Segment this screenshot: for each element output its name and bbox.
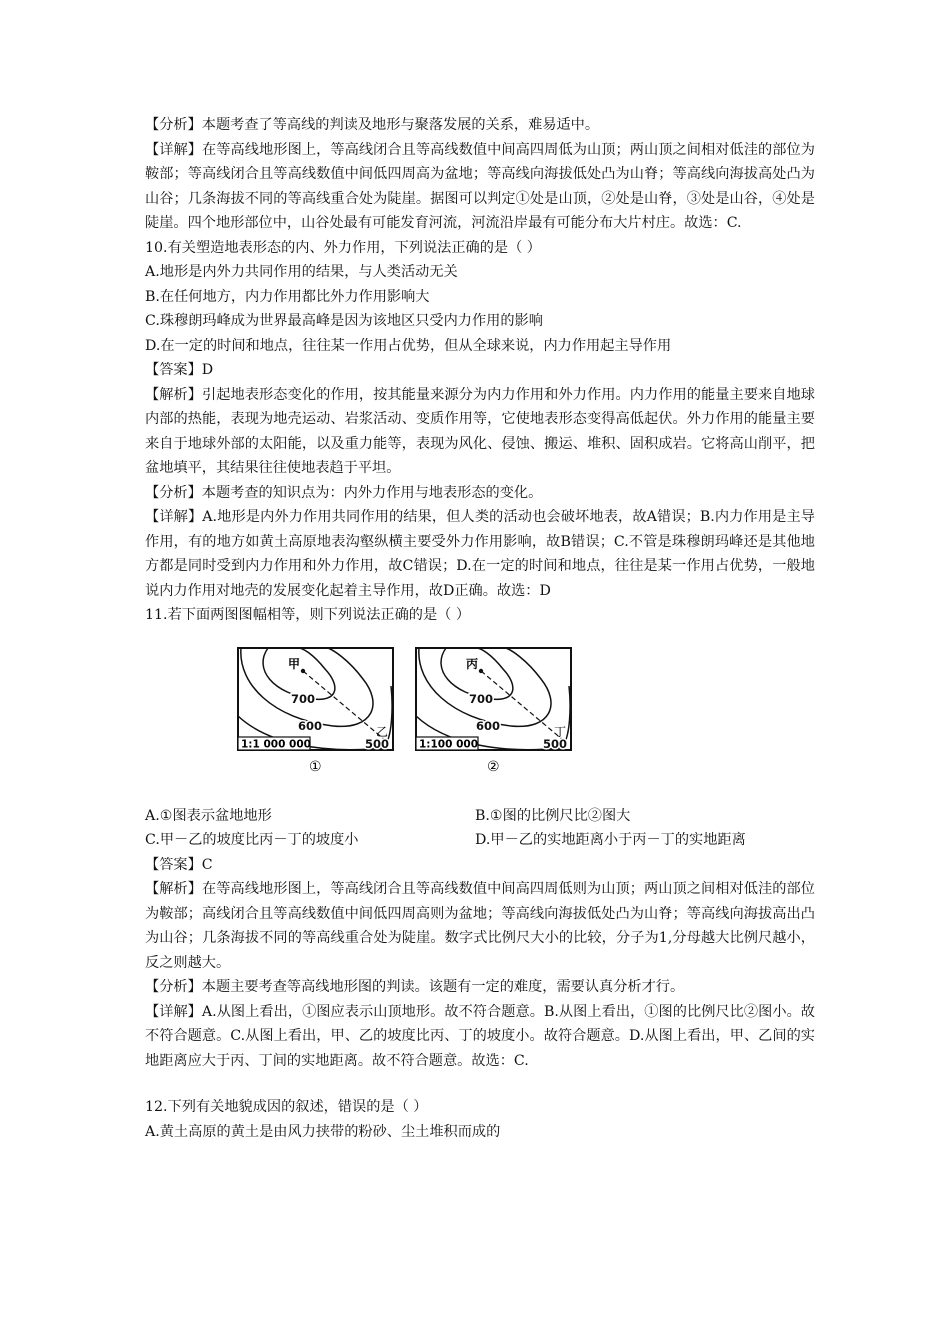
spacer bbox=[145, 1073, 815, 1095]
q11-option-c: C.甲－乙的坡度比丙－丁的坡度小 bbox=[145, 832, 359, 848]
contour-maps-svg bbox=[233, 644, 593, 794]
q10-stem: 10.有关塑造地表形态的内、外力作用，下列说法正确的是（ ） bbox=[145, 239, 541, 256]
map2-contour-600: 600 bbox=[476, 718, 501, 733]
contour-figure bbox=[145, 638, 815, 798]
q10-analysis: 【分析】本题考查的知识点为：内外力作用与地表形态的变化。 bbox=[145, 484, 543, 501]
map2-contour-500: 500 bbox=[543, 736, 568, 751]
q10-detail: 【详解】A.地形是内外力作用共同作用的结果，但人类的活动也会破坏地表，故A错误；B.内力作用是主导作用，有的地方如黄土高原地表沟壑纵横主要受外力作用影响，故B错误；C.不管是珠穆朗玛峰还是其他地方都是同时受到内力作用和外力作用，故C错误；D.在一定的时间和地点，往往是某一作用占优势，一般地说内力作用对地壳的发展变化起着主导作用，故D正确。故选：D bbox=[145, 509, 815, 599]
q9-detail: 【详解】在等高线地形图上，等高线闭合且等高线数值中间高四周低为山顶；两山顶之间相对低洼的部位为鞍部；等高线闭合且等高线数值中间低四周高为盆地；等高线向海拔低处凸为山脊；等高线向海拔高处凸为山谷；几条海拔不同的等高线重合处为陡崖。据图可以判定①处是山顶，②处是山脊，③处是山谷，④处是陡崖。四个地形部位中，山谷处最有可能发育河流，河流沿岸最有可能分布大片村庄。故选：C. bbox=[145, 141, 815, 231]
map1-scale: 1:1 000 000 bbox=[241, 738, 311, 750]
q11-analysis: 【分析】本题主要考查等高线地形图的判读。该题有一定的难度，需要认真分析才行。 bbox=[145, 979, 685, 995]
q10-option-d: D.在一定的时间和地点，往往某一作用占优势，但从全球来说，内力作用起主导作用 bbox=[145, 337, 672, 354]
map2-end-label: 丁 bbox=[554, 724, 567, 739]
map1-contour-500: 500 bbox=[365, 736, 390, 751]
q9-analysis: 【分析】本题考查了等高线的判读及地形与聚落发展的关系，难易适中。 bbox=[145, 117, 600, 133]
q11-stem: 11.若下面两图图幅相等，则下列说法正确的是（ ） bbox=[145, 607, 471, 623]
q10-option-b: B.在任何地方，内力作用都比外力作用影响大 bbox=[145, 288, 430, 305]
q10-option-c: C.珠穆朗玛峰成为世界最高峰是因为该地区只受内力作用的影响 bbox=[145, 313, 543, 329]
q11-option-d: D.甲－乙的实地距离小于丙－丁的实地距离 bbox=[475, 832, 746, 848]
q11-option-a: A.①图表示盆地地形 bbox=[145, 807, 272, 824]
q11-answer: 【答案】C bbox=[145, 856, 213, 873]
map1-number: ① bbox=[309, 758, 322, 775]
map2-peak-label: 丙 bbox=[466, 656, 479, 671]
map1-contour-600: 600 bbox=[298, 718, 323, 733]
q11-options-row-2 bbox=[145, 828, 815, 853]
map2-scale: 1:100 000 bbox=[419, 738, 478, 750]
map1-end-label: 乙 bbox=[376, 724, 389, 739]
q12-option-a: A.黄土高原的黄土是由风力挟带的粉砂、尘土堆积而成的 bbox=[145, 1123, 501, 1140]
q12-stem: 12.下列有关地貌成因的叙述，错误的是（ ） bbox=[145, 1099, 428, 1115]
map2-contour-700: 700 bbox=[469, 691, 494, 706]
map2-number: ② bbox=[487, 758, 500, 775]
contour-map-2 bbox=[416, 648, 571, 775]
q11-option-b: B.①图的比例尺比②图大 bbox=[475, 807, 631, 824]
map1-peak-label: 甲 bbox=[288, 656, 301, 671]
q10-option-a: A.地形是内外力共同作用的结果，与人类活动无关 bbox=[145, 264, 458, 280]
q11-options-row-1 bbox=[145, 804, 815, 829]
document-page bbox=[145, 113, 815, 1144]
q11-detail: 【详解】A.从图上看出，①图应表示山顶地形。故不符合题意。B.从图上看出，①图的比例尺比②图小。故不符合题意。C.从图上看出，甲、乙的坡度比丙、丁的坡度小。故符合题意。D.从图上看出，甲、乙间的实地距离应大于丙、丁间的实地距离。故不符合题意。故选：C. bbox=[145, 1003, 815, 1069]
contour-map-1 bbox=[238, 648, 393, 775]
map1-contour-700: 700 bbox=[291, 691, 316, 706]
q10-answer: 【答案】D bbox=[145, 362, 214, 378]
q11-explanation: 【解析】在等高线地形图上，等高线闭合且等高线数值中间高四周低则为山顶；两山顶之间相对低洼的部位为鞍部；高线闭合且等高线数值中间低四周高则为盆地；等高线向海拔低处凸为山脊；等高线向海拔高出凸为山谷；几条海拔不同的等高线重合处为陡崖。数字式比例尺大小的比较，分子为1,分母越大比例尺越小，反之则越大。 bbox=[145, 881, 815, 971]
q10-explanation: 【解析】引起地表形态变化的作用，按其能量来源分为内力作用和外力作用。内力作用的能量主要来自地球内部的热能，表现为地壳运动、岩浆活动、变质作用等，它使地表形态变得高低起伏。外力作用的能量主要来自于地球外部的太阳能，以及重力能等，表现为风化、侵蚀、搬运、堆积、固积成岩。它将高山削平，把盆地填平，其结果往往使地表趋于平坦。 bbox=[145, 386, 815, 476]
